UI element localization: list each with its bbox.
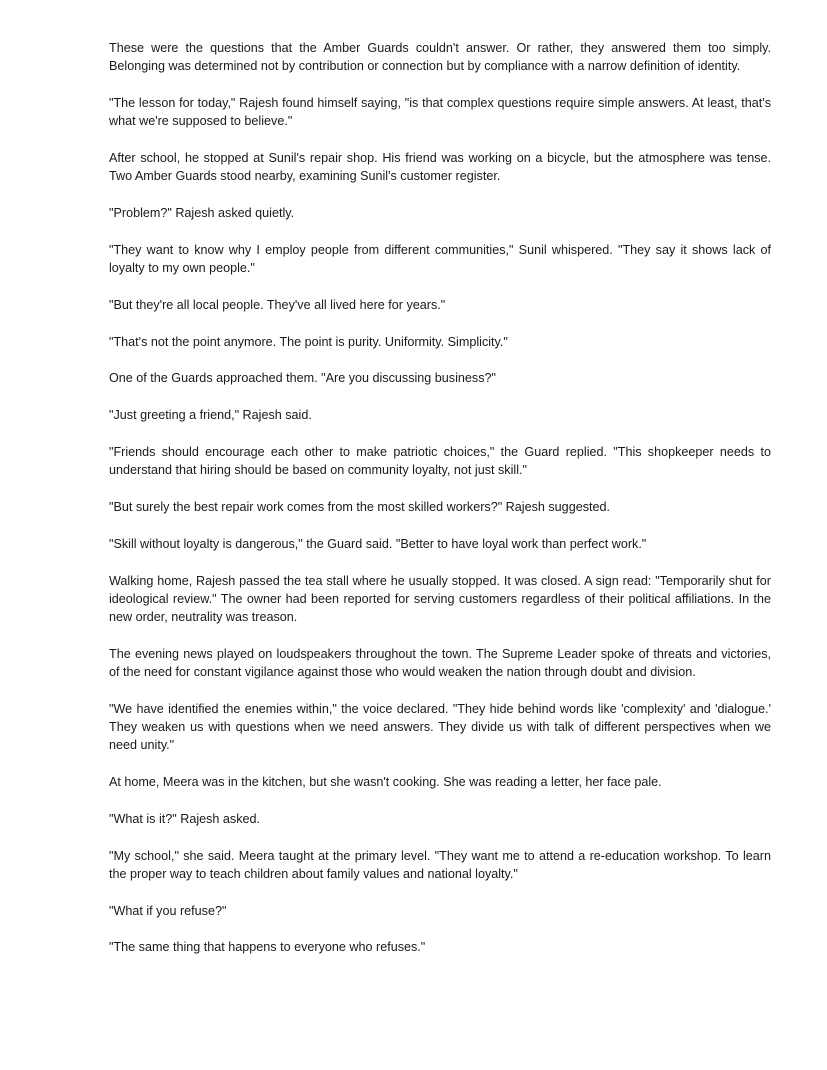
- paragraph: "What if you refuse?": [109, 903, 227, 918]
- paragraph: "They want to know why I employ people from different communities," Sunil whispered. "They say it shows lack of loyalty to my own people.": [109, 242, 771, 275]
- document-page: [109, 39, 771, 957]
- paragraph: "My school," she said. Meera taught at the primary level. "They want me to attend a re-education workshop. To learn the proper way to teach children about family values and national loyalty.": [109, 848, 771, 881]
- paragraph: Walking home, Rajesh passed the tea stall where he usually stopped. It was closed. A sign read: "Temporarily shut for ideological review." The owner had been reported for serving customers regardless of their political affiliations. In the new order, neutrality was treason.: [109, 573, 771, 624]
- paragraph: After school, he stopped at Sunil's repair shop. His friend was working on a bicycle, but the atmosphere was tense. Two Amber Guards stood nearby, examining Sunil's customer register.: [109, 151, 771, 184]
- paragraph: These were the questions that the Amber Guards couldn't answer. Or rather, they answered them too simply. Belonging was determined not by contribution or connection but by compliance with a narrow definition of identity.: [109, 41, 771, 74]
- paragraph: "Skill without loyalty is dangerous," the Guard said. "Better to have loyal work than perfect work.": [109, 536, 647, 551]
- paragraph: "But surely the best repair work comes from the most skilled workers?" Rajesh suggested.: [109, 499, 611, 514]
- paragraph: The evening news played on loudspeakers throughout the town. The Supreme Leader spoke of threats and victories, of the need for constant vigilance against those who would weaken the nation through doubt and division.: [109, 646, 771, 679]
- paragraph: "What is it?" Rajesh asked.: [109, 811, 261, 826]
- paragraph: "Problem?" Rajesh asked quietly.: [109, 206, 295, 220]
- paragraph: "But they're all local people. They've all lived here for years.": [109, 297, 446, 312]
- paragraph: "The lesson for today," Rajesh found himself saying, "is that complex questions require simple answers. At least, that's what we're supposed to believe.": [109, 96, 771, 129]
- paragraph: "The same thing that happens to everyone who refuses.": [109, 940, 426, 955]
- paragraph: At home, Meera was in the kitchen, but she wasn't cooking. She was reading a letter, her face pale.: [109, 774, 662, 789]
- paragraph: "Just greeting a friend," Rajesh said.: [109, 408, 312, 423]
- paragraph: "Friends should encourage each other to make patriotic choices," the Guard replied. "This shopkeeper needs to understand that hiring should be based on community loyalty, not just skill.": [109, 444, 771, 478]
- paragraph: "We have identified the enemies within," the voice declared. "They hide behind words like 'complexity' and 'dialogue.' They weaken us with questions when we need answers. They divide us with talk of different perspectives when we need unity.": [109, 701, 771, 753]
- paragraph: "That's not the point anymore. The point is purity. Uniformity. Simplicity.": [109, 334, 508, 349]
- paragraph: One of the Guards approached them. "Are you discussing business?": [109, 371, 496, 386]
